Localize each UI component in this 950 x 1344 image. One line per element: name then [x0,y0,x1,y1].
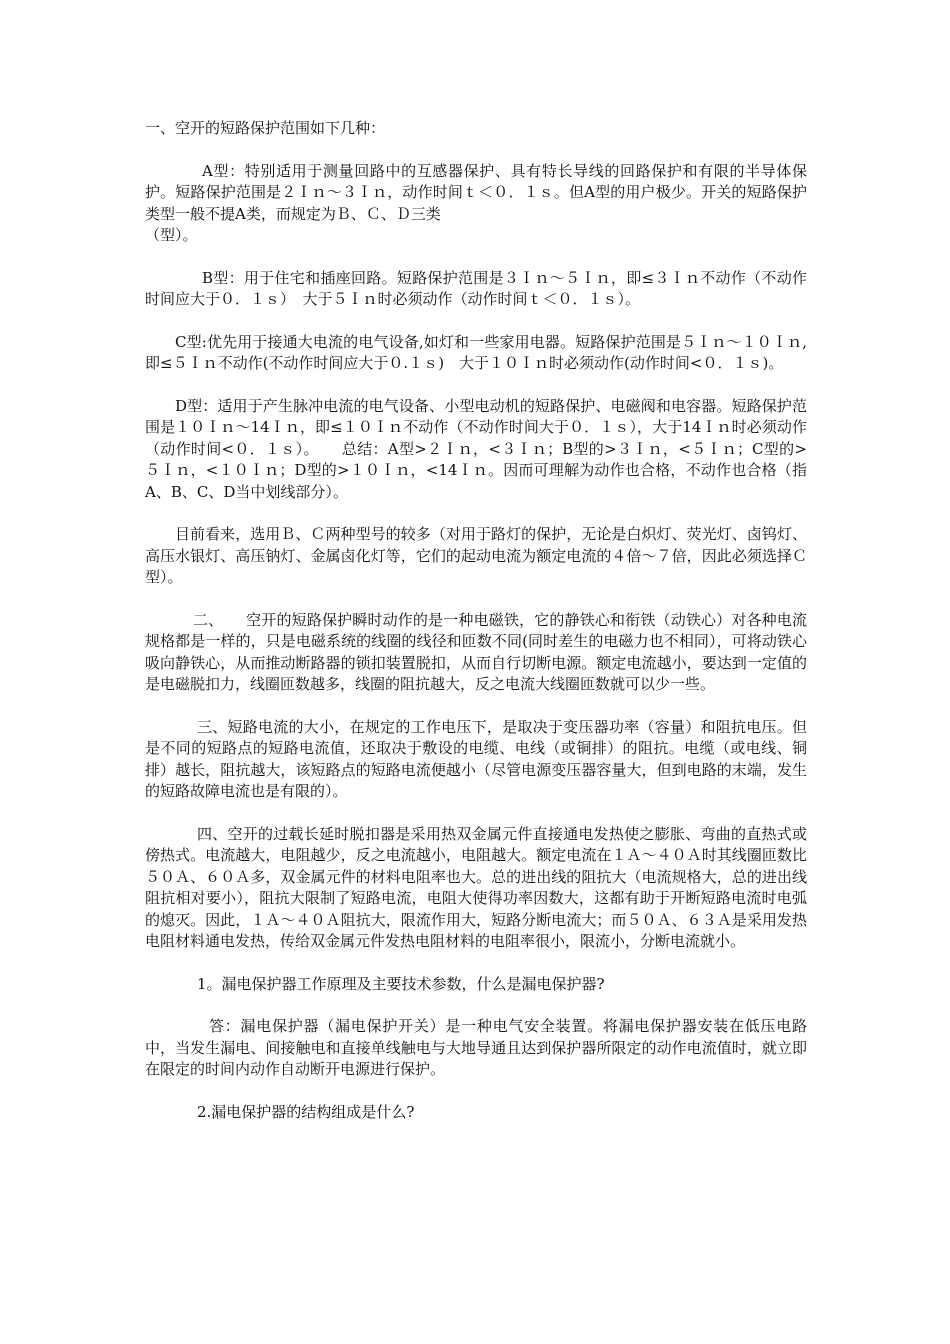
spacer [145,247,807,268]
spacer [145,140,807,161]
type-d-paragraph: D型：适用于产生脉冲电流的电气设备、小型电动机的短路保护、电磁阀和电容器。短路保护范围是１０Ｉｎ～14Ｉｎ，即≤１０Ｉｎ不动作（不动作时间大于０．１ｓ），大于14Ｉｎ时必须动作（动作时间<０．１ｓ）。 总结：A型>２Ｉｎ，<３Ｉｎ；B型的>３Ｉｎ，<５Ｉｎ；C型的>５Ｉｎ，<１０Ｉｎ；D型的>１０Ｉｎ，<14Ｉｎ。因而可理解为动作也合格，不动作也合格（指A、B、C、D当中划线部分）。 [145,396,807,501]
answer-one: 答：漏电保护器（漏电保护开关）是一种电气安全装置。将漏电保护器安装在低压电路中，当发生漏电、间接触电和直接单线触电与大地导通且达到保护器所限定的动作电流值时，就立即在限定的时间内动作自动断开电源进行保护。 [145,1017,807,1078]
spacer [145,311,807,332]
type-a-paragraph-tail: （型）。 [145,226,198,244]
type-a-paragraph: A型：特别适用于测量回路中的互感器保护、具有特长导线的回路保护和有限的半导体保护。短路保护范围是２Ｉｎ～３Ｉｎ，动作时间ｔ＜０．１ｓ。但A型的用户极少。开关的短路保护类型一般不提A类，而规定为Ｂ、Ｃ、Ｄ三类 [145,161,807,223]
spacer [145,1081,807,1102]
section-three-paragraph: 三、短路电流的大小，在规定的工作电压下，是取决于变压器功率（容量）和阻抗电压。但是不同的短路点的短路电流值，还取决于敷设的电缆、电线（或铜排）的阻抗。电缆（或电线、铜排）越长，阻抗越大，该短路点的短路电流便越小（尽管电源变压器容量大，但到电路的末端，发生的短路故障电流也是有限的）。 [145,717,807,800]
type-b-paragraph: B型：用于住宅和插座回路。短路保护范围是３Ｉｎ～５Ｉｎ，即≤３Ｉｎ不动作（不动作时间应大于０．１ｓ） 大于５Ｉｎ时必须动作（动作时间ｔ＜０．１ｓ）。 [145,268,807,308]
spacer [145,803,807,824]
section-four-paragraph: 四、空开的过载长延时脱扣器是采用热双金属元件直接通电发热使之膨胀、弯曲的直热式或傍热式。电流越大，电阻越少，反之电流越小，电阻越大。额定电流在１Ａ～４０Ａ时其线圈匝数比５０Ａ、６０Ａ多，双金属元件的材料电阻率也大。总的进出线的阻抗大（电流规格大，总的进出线阻抗相对要小），阻抗大限制了短路电流，电阻大使得功率因数大，这都有助于开断短路电流时电弧的熄灭。因此，１Ａ～４０Ａ阻抗大，限流作用大，短路分断电流大；而５０Ａ、６３Ａ是采用发热电阻材料通电发热，传给双金属元件发热电阻材料的电阻率很小，限流小，分断电流就小。 [145,824,807,950]
spacer [145,995,807,1016]
document-page [145,118,807,1123]
spacer [145,503,807,524]
type-c-paragraph: C型:优先用于接通大电流的电气设备,如灯和一些家用电器。短路保护范围是５Ｉｎ～１０Ｉｎ,即≤５Ｉｎ不动作(不动作时间应大于０.１ｓ) 大于１０Ｉｎ时必须动作(动作时间<０．１ｓ)。 [145,332,807,372]
current-use-paragraph: 目前看来，选用Ｂ、Ｃ两种型号的较多（对用于路灯的保护，无论是白炽灯、荧光灯、卤钨灯、高压水银灯、高压钠灯、金属卤化灯等，它们的起动电流为额定电流的４倍～７倍，因此必须选择Ｃ型）。 [145,525,807,586]
section-two-paragraph: 二、 空开的短路保护瞬时动作的是一种电磁铁，它的静铁心和衔铁（动铁心）对各种电流规格都是一样的，只是电磁系统的线圈的线径和匝数不同(同时差生的电磁力也不相同），可将动铁心吸向静铁心，从而推动断路器的锁扣装置脱扣，从而自行切断电源。额定电流越小，要达到一定值的是电磁脱扣力，线圈匝数越多，线圈的阻抗越大，反之电流大线圈匝数就可以少一些。 [145,610,807,693]
question-two: 2.漏电保护器的结构组成是什么? [197,1102,415,1121]
spacer [145,696,807,717]
spacer [145,375,807,396]
question-one: 1。漏电保护器工作原理及主要技术参数，什么是漏电保护器? [197,974,605,993]
spacer [145,953,807,974]
spacer [145,589,807,610]
section-one-heading: 一、空开的短路保护范围如下几种： [145,119,386,137]
